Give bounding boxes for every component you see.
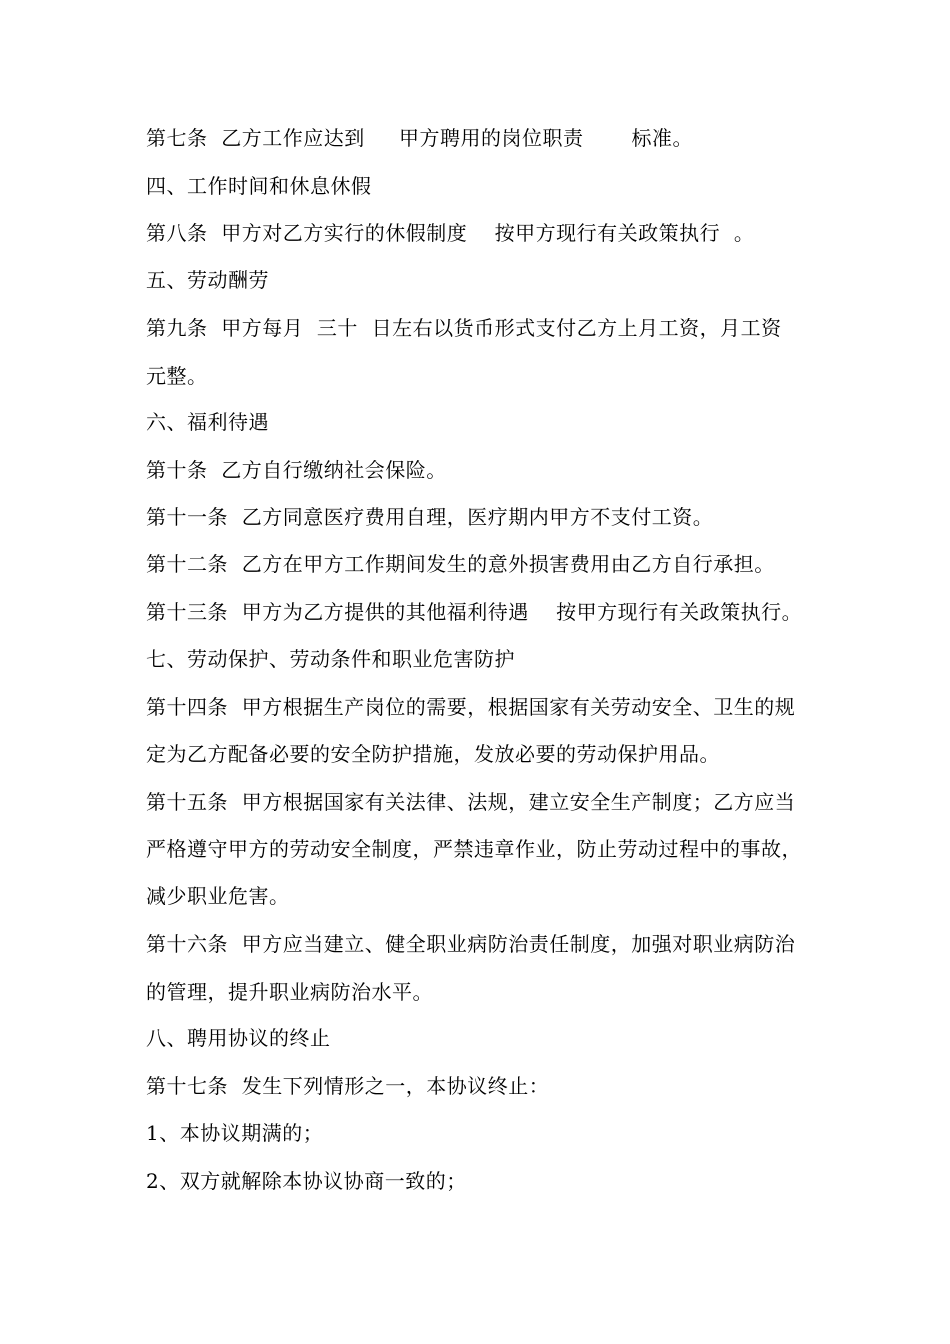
article-15-line-3: 减少职业危害。 [146,884,290,908]
article-8: 第八条 甲方对乙方实行的休假制度 按甲方现行有关政策执行 。 [146,221,755,245]
article-14-line-1: 第十四条 甲方根据生产岗位的需要，根据国家有关劳动安全、卫生的规 [146,695,796,719]
article-16-line-1: 第十六条 甲方应当建立、健全职业病防治责任制度，加强对职业病防治 [146,932,796,956]
section-8-heading: 八、聘用协议的终止 [146,1026,331,1050]
article-12: 第十二条 乙方在甲方工作期间发生的意外损害费用由乙方自行承担。 [146,552,775,576]
article-13: 第十三条 甲方为乙方提供的其他福利待遇 按甲方现行有关政策执行。 [146,600,803,624]
article-9-line-2: 元整。 [146,364,208,388]
article-11: 第十一条 乙方同意医疗费用自理，医疗期内甲方不支付工资。 [146,505,714,529]
list-item-text: 、双方就解除本协议协商一致的； [159,1169,467,1193]
article-15-line-2: 严格遵守甲方的劳动安全制度，严禁违章作业，防止劳动过程中的事故， [146,837,802,861]
article-16-line-2: 的管理，提升职业病防治水平。 [146,980,433,1004]
list-number: 2 [146,1169,160,1193]
list-number: 1 [146,1121,160,1145]
article-15-line-1: 第十五条 甲方根据国家有关法律、法规，建立安全生产制度；乙方应当 [146,790,796,814]
article-9-line-1: 第九条 甲方每月 三十 日左右以货币形式支付乙方上月工资，月工资 [146,316,782,340]
article-17: 第十七条 发生下列情形之一，本协议终止： [146,1074,550,1098]
article-7: 第七条 乙方工作应达到 甲方聘用的岗位职责 标准。 [146,126,694,150]
section-6-heading: 六、福利待遇 [146,410,269,434]
section-7-heading: 七、劳动保护、劳动条件和职业危害防护 [146,647,515,671]
section-4-heading: 四、工作时间和休息休假 [146,174,372,198]
list-item-2 [146,1167,826,1195]
list-item-1 [146,1119,826,1147]
section-5-heading: 五、劳动酬劳 [146,268,269,292]
article-10: 第十条 乙方自行缴纳社会保险。 [146,458,447,482]
article-14-line-2: 定为乙方配备必要的安全防护措施，发放必要的劳动保护用品。 [146,742,720,766]
list-item-text: 、本协议期满的； [159,1121,324,1145]
